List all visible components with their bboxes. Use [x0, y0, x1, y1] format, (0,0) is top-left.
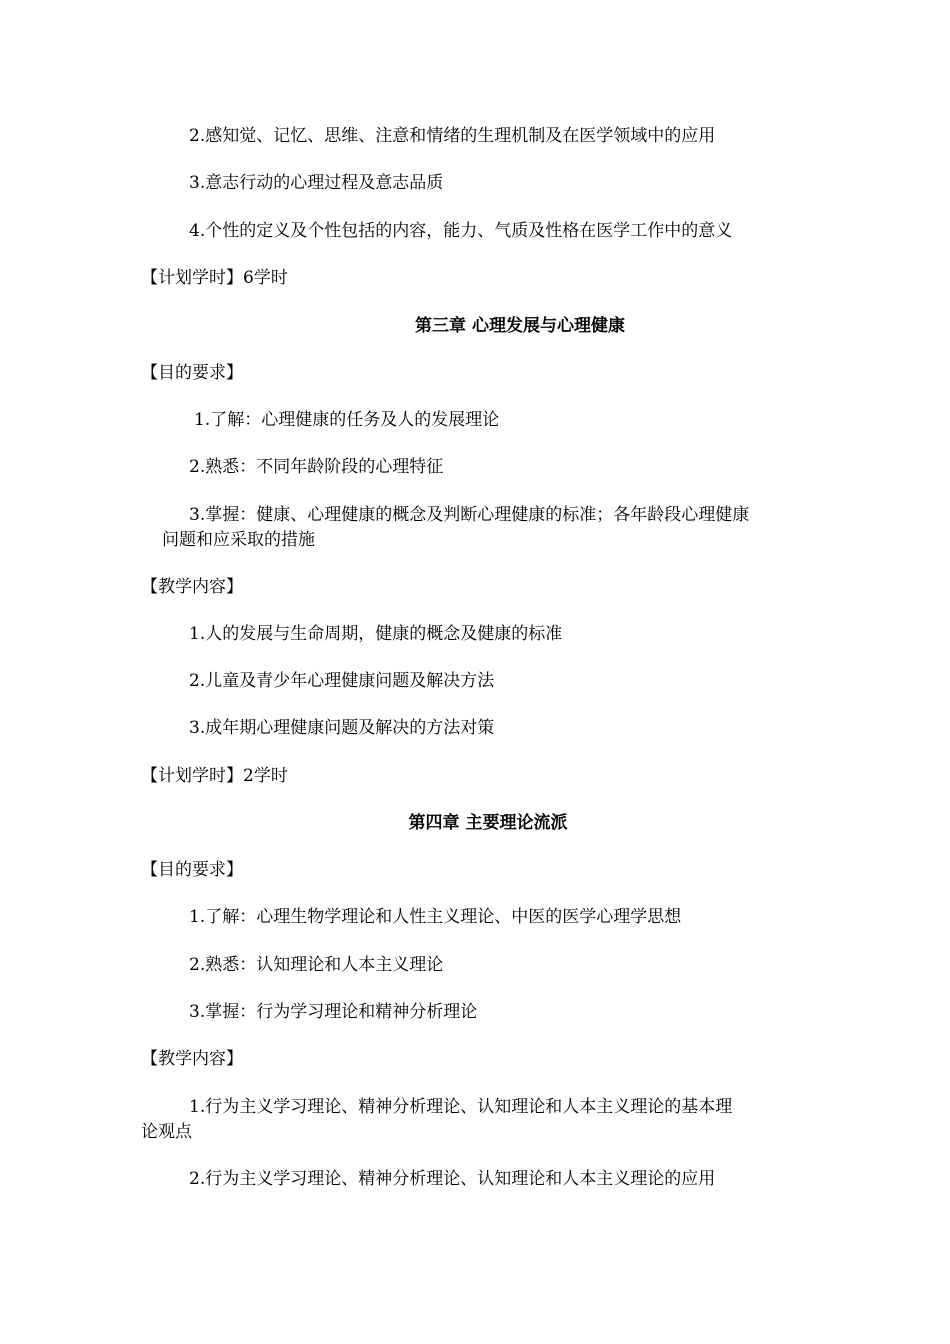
ch3-objective-2: 2.熟悉：不同年龄阶段的心理特征	[189, 457, 444, 477]
ch4-objective-1: 1.了解：心理生物学理论和人性主义理论、中医的医学心理学思想	[189, 907, 682, 927]
ch3-objective-3-line-1: 3.掌握：健康、心理健康的概念及判断心理健康的标准；各年龄段心理健康	[189, 505, 750, 525]
ch4-content-label: 【教学内容】	[141, 1049, 243, 1069]
ch4-content-item-1-line-1: 1.行为主义学习理论、精神分析理论、认知理论和人本主义理论的基本理	[189, 1097, 733, 1117]
ch2-content-item-3: 3.意志行动的心理过程及意志品质	[189, 173, 444, 193]
ch2-content-item-4: 4.个性的定义及个性包括的内容，能力、气质及性格在医学工作中的意义	[189, 221, 733, 241]
chapter-3-title: 第三章 心理发展与心理健康	[415, 316, 625, 336]
ch4-content-item-2: 2.行为主义学习理论、精神分析理论、认知理论和人本主义理论的应用	[189, 1169, 716, 1189]
ch3-content-label: 【教学内容】	[141, 577, 243, 597]
ch4-content-item-1-line-2: 论观点	[141, 1122, 192, 1142]
ch3-content-item-2: 2.儿童及青少年心理健康问题及解决方法	[189, 671, 495, 691]
ch2-planned-hours: 【计划学时】6学时	[141, 268, 288, 288]
ch2-content-item-2: 2.感知觉、记忆、思维、注意和情绪的生理机制及在医学领域中的应用	[189, 126, 716, 146]
ch3-planned-hours: 【计划学时】2学时	[141, 766, 288, 786]
ch3-objective-1: 1.了解：心理健康的任务及人的发展理论	[194, 410, 500, 430]
chapter-4-title: 第四章 主要理论流派	[408, 813, 568, 833]
ch3-content-item-3: 3.成年期心理健康问题及解决的方法对策	[189, 718, 495, 738]
ch4-objective-2: 2.熟悉：认知理论和人本主义理论	[189, 955, 444, 975]
ch4-objectives-label: 【目的要求】	[141, 860, 243, 880]
ch4-objective-3: 3.掌握：行为学习理论和精神分析理论	[189, 1002, 478, 1022]
ch3-content-item-1: 1.人的发展与生命周期，健康的概念及健康的标准	[189, 624, 563, 644]
ch3-objectives-label: 【目的要求】	[141, 363, 243, 383]
ch3-objective-3-line-2: 问题和应采取的措施	[162, 530, 315, 550]
